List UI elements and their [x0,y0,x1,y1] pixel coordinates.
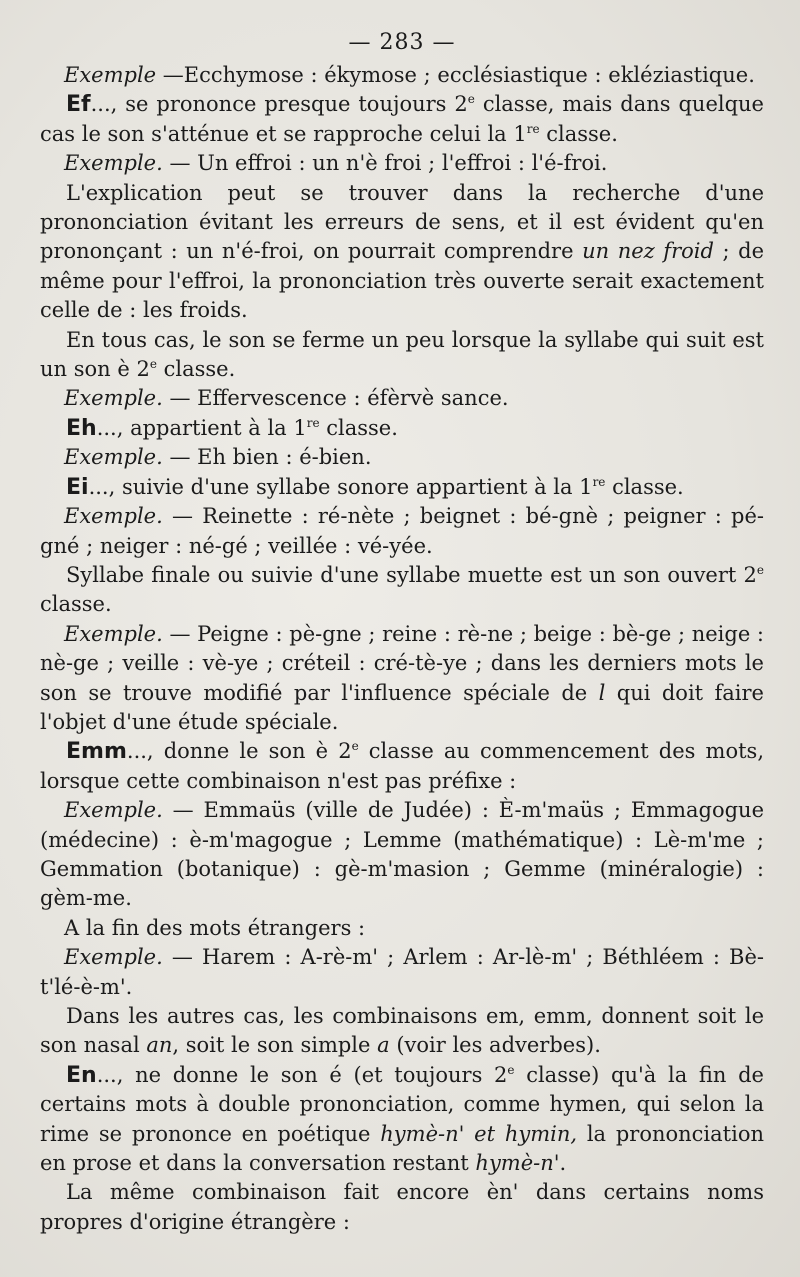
example-paragraph [40,943,764,1002]
page-number: — 283 — [348,30,456,55]
italic-text: hymè-n' [475,1151,560,1176]
headword: Emm [66,739,127,765]
example-paragraph [40,443,764,472]
text-segment: classe. [40,592,112,617]
text-segment: A la fin des mots étrangers : [64,915,366,940]
superscript: re [526,121,540,136]
superscript: re [306,415,320,430]
headword: Ef [66,92,91,118]
text-segment: classe) qu'à la fin de certains mots à double prononciation, comme hymen, qui selon la rime se prononce en poétique [40,1062,764,1146]
example-paragraph [40,384,764,413]
superscript: e [351,739,359,754]
text-segment: Syllabe finale ou suivie d'une syllabe muette est un son ouvert 2 [66,562,757,587]
italic-text: un nez froid [582,239,714,264]
text-segment: ..., se prononce presque toujours 2 [90,92,468,117]
explanation-paragraph [40,179,764,326]
italic-text: Exemple. [64,445,163,470]
superscript: re [592,474,606,489]
body-paragraph [40,561,764,620]
italic-text: a [377,1033,390,1058]
body-paragraph [40,1002,764,1061]
text-segment: La même combinaison fait encore èn' dans certains noms propres d'origine étrangère : [40,1180,764,1234]
text-segment: — Eh bien : é-bien. [162,445,372,470]
entry-eh-paragraph [40,414,764,443]
superscript: e [149,357,157,372]
text-segment: ..., suivie d'une syllabe sonore appartient à la 1 [88,474,593,499]
entry-ei-paragraph [40,473,764,502]
text-segment: ..., ne donne le son é (et toujours 2 [96,1062,508,1087]
text-segment: Dans les autres cas, les combinaisons em, emm, donnent soit le son nasal [40,1004,764,1058]
italic-text: Exemple. [64,151,163,176]
headword: Eh [66,415,97,441]
text-segment: — Effervescence : éfèrvè sance. [162,386,509,411]
italic-text: Exemple [64,63,157,87]
text-segment: — Reinette : ré-nète ; beignet : bé-gnè ; peigner : pé-gné ; neiger : né-gé ; veillée : vé-yée. [40,504,764,558]
text-segment: —Ecchymose : ékymose ; ecclésiastique : ekléziastique. [156,63,755,87]
text-segment: — Harem : A-rè-m' ; Arlem : Ar-lè-m' ; Béthléem : Bè-t'lé-è-m'. [40,945,764,999]
italic-text: Exemple. [64,798,163,823]
text-segment: classe au commencement des mots, lorsque cette combinaison n'est pas préfixe : [40,739,764,793]
superscript: e [467,92,475,107]
entry-en-paragraph [40,1061,764,1179]
text-segment: . [559,1151,567,1176]
example-paragraph [40,796,764,914]
text-segment: ..., appartient à la 1 [96,415,307,440]
body-paragraph [40,914,764,943]
italic-text: hymè-n' et hymin, [380,1121,578,1146]
italic-text: Exemple. [64,386,163,411]
text-segment: — Emmaüs (ville de Judée) : È-m'maüs ; Emmagogue (médecine) : è-m'magogue ; Lemme (mathématique) : Lè-m'me ; Gemmation (botanique) : gè-m'masion ; Gemme (minéralogie) : gèm-me. [40,798,764,911]
superscript: e [507,1062,515,1077]
entry-ef-paragraph [40,90,764,149]
italic-text: an [146,1033,173,1058]
text-segment: ..., donne le son è 2 [126,739,352,764]
text-segment: classe. [605,474,684,499]
italic-text: l [598,680,606,705]
italic-text: Exemple. [64,945,163,970]
italic-text: Exemple. [64,504,163,529]
body-paragraph [40,326,764,385]
headword: Ei [66,474,89,500]
text-segment: (voir les adverbes). [389,1033,601,1058]
text-segment: classe. [156,357,236,382]
example-paragraph [40,502,764,561]
text-segment: classe. [539,121,618,146]
example-paragraph [40,149,764,178]
text-segment: classe. [319,415,398,440]
text-segment: En tous cas, le son se ferme un peu lorsque la syllabe qui suit est un son è 2 [40,327,764,382]
text-segment: L'explication peut se trouver dans la recherche d'une prononciation évitant les erreurs de sens, et il est évident qu'en prononçant : un n'é-froi, on pourrait comprendre [40,180,764,264]
superscript: e [756,562,764,577]
text-segment: la prononciation en prose et dans la conversation restant [40,1121,764,1176]
text-segment: ; de même pour l'effroi, la prononciation très ouverte serait exactement celle de : les froids. [40,239,765,323]
text-segment: — Un effroi : un n'è froi ; l'effroi : l'é-froi. [162,151,608,176]
body-paragraph [40,1178,764,1237]
example-paragraph [40,620,764,738]
text-segment: classe, mais dans quelque cas le son s'atténue et se rapproche celui la 1 [40,92,764,146]
text-segment: , soit le son simple [172,1033,378,1058]
text-segment: — Peigne : pè-gne ; reine : rè-ne ; beige : bè-ge ; neige : nè-ge ; veille : vè-ye ; créteil : cré-tè-ye ; dans les derniers mots le son se trouve modifié par l'influence spéciale de [40,621,765,705]
text-segment: qui doit faire l'objet d'une étude spéciale. [40,680,764,734]
headword: En [66,1062,97,1088]
example-paragraph [40,61,764,90]
entry-emm-paragraph [40,737,764,796]
italic-text: Exemple. [64,621,163,646]
